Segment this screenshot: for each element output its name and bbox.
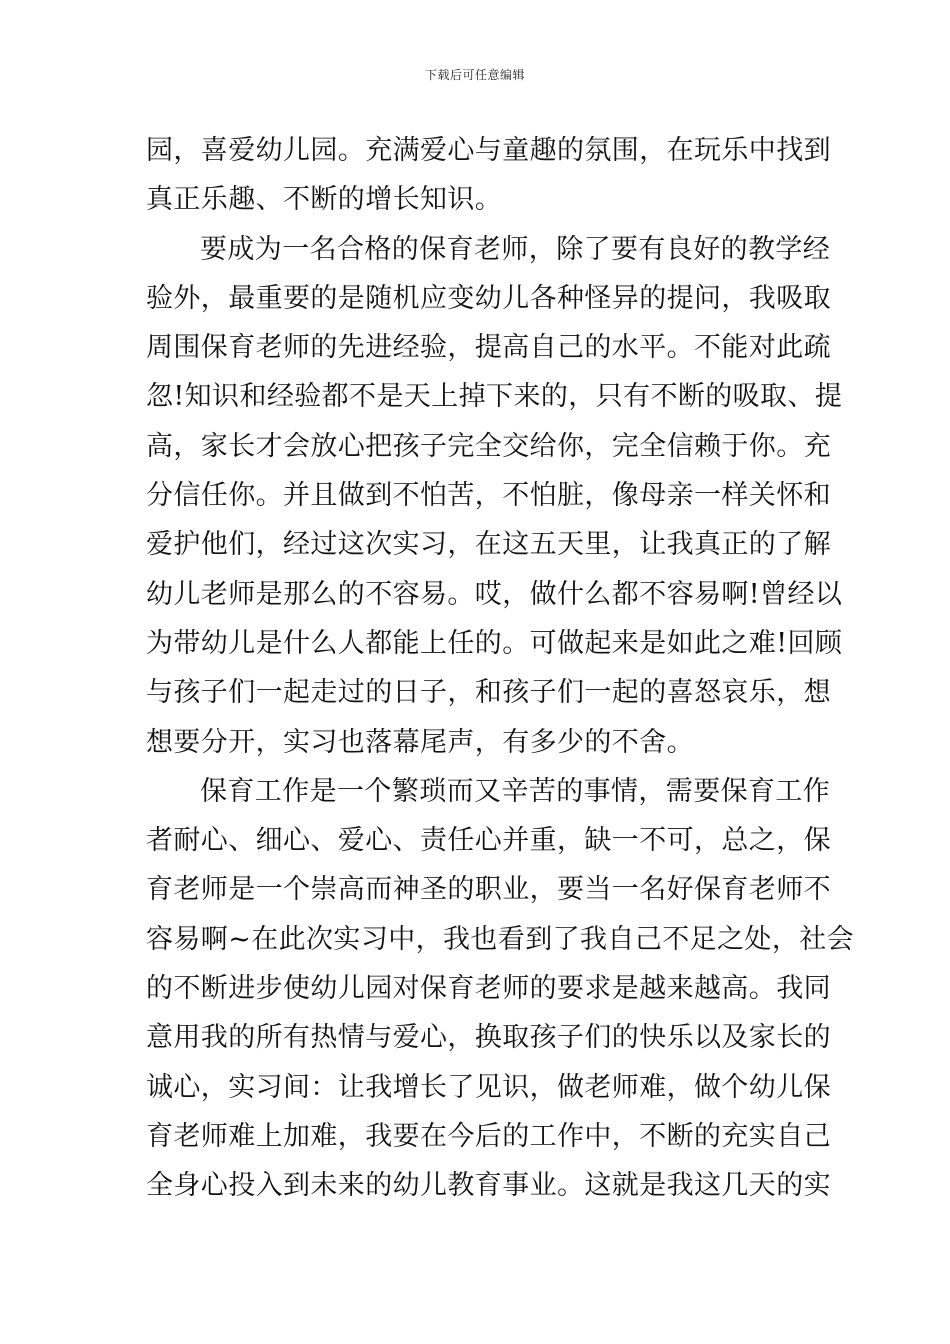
text-line: 全身心投入到未来的幼儿教育事业。这就是我这几天的实 bbox=[146, 1170, 831, 1202]
text-line: 诚心，实习间：让我增长了见识，做老师难，做个幼儿保 bbox=[146, 1071, 831, 1103]
text-line: 忽!知识和经验都不是天上掉下来的，只有不断的吸取、提 bbox=[146, 381, 843, 413]
text-line: 为带幼儿是什么人都能上任的。可做起来是如此之难!回顾 bbox=[146, 627, 843, 659]
text-line: 育老师是一个崇高而神圣的职业，要当一名好保育老师不 bbox=[146, 874, 831, 906]
text-line: 意用我的所有热情与爱心，换取孩子们的快乐以及家长的 bbox=[146, 1022, 831, 1054]
text-line: 周围保育老师的先进经验，提高自己的水平。不能对此疏 bbox=[146, 332, 831, 364]
page-header: 下载后可任意编辑 bbox=[424, 68, 525, 82]
text-line: 容易啊~在此次实习中，我也看到了我自己不足之处，社会 bbox=[146, 923, 855, 955]
body-text bbox=[146, 126, 855, 1211]
text-line: 幼儿老师是那么的不容易。哎，做什么都不容易啊!曾经以 bbox=[146, 578, 843, 610]
text-line: 验外，最重要的是随机应变幼儿各种怪异的提问，我吸取 bbox=[146, 282, 831, 314]
text-line: 爱护他们，经过这次实习，在这五天里，让我真正的了解 bbox=[146, 529, 831, 561]
text-line: 要成为一名合格的保育老师，除了要有良好的教学经 bbox=[200, 233, 831, 265]
text-line: 保育工作是一个繁琐而又辛苦的事情，需要保育工作 bbox=[200, 775, 831, 807]
text-line: 园，喜爱幼儿园。充满爱心与童趣的氛围，在玩乐中找到 bbox=[146, 135, 831, 166]
text-line: 想要分开，实习也落幕尾声，有多少的不舍。 bbox=[146, 726, 694, 758]
text-line: 分信任你。并且做到不怕苦，不怕脏，像母亲一样关怀和 bbox=[146, 480, 831, 512]
text-line: 者耐心、细心、爱心、责任心并重，缺一不可，总之，保 bbox=[146, 825, 831, 857]
text-line: 育老师难上加难，我要在今后的工作中，不断的充实自己 bbox=[146, 1120, 831, 1152]
text-line: 的不断进步使幼儿园对保育老师的要求是越来越高。我同 bbox=[146, 973, 831, 1005]
text-line: 真正乐趣、不断的增长知识。 bbox=[146, 184, 503, 216]
text-line: 高，家长才会放心把孩子完全交给你，完全信赖于你。充 bbox=[146, 430, 831, 462]
text-line: 与孩子们一起走过的日子，和孩子们一起的喜怒哀乐，想 bbox=[146, 677, 831, 709]
